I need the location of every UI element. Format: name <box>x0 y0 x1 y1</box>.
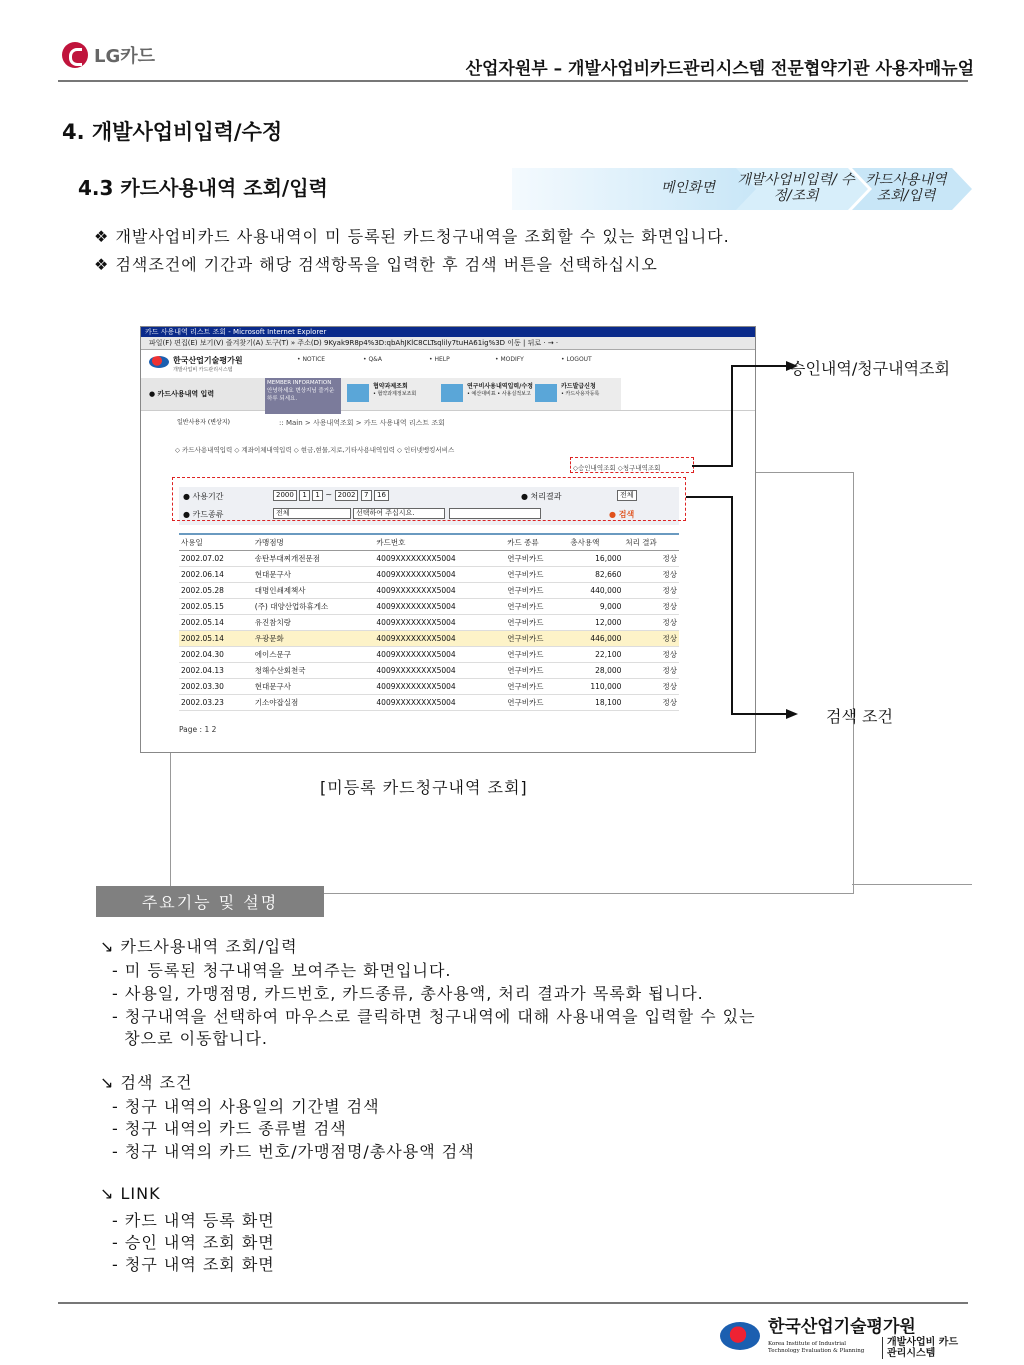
list-item: - 청구 내역의 카드 번호/가맹점명/총사용액 검색 <box>112 1142 475 1161</box>
footer-org: 한국산업기술평가원 <box>768 1317 916 1337</box>
left-menu-title: ● 카드사용내역 입력 <box>141 378 271 410</box>
table-cell: 4009XXXXXXXX5004 <box>374 631 505 647</box>
breadcrumb-item-main: 메인화면 <box>660 180 716 196</box>
footer-system: 개발사업비 카드관리시스템 <box>882 1337 967 1359</box>
from-day-select[interactable]: 1 <box>312 490 322 501</box>
table-cell: 18,100 <box>568 695 623 711</box>
table-cell: 2002.05.28 <box>179 583 253 599</box>
table-cell: 4009XXXXXXXX5004 <box>374 647 505 663</box>
table-cell: 정상 <box>623 583 679 599</box>
list-item: - 청구 내역의 카드 종류별 검색 <box>112 1119 347 1138</box>
table-cell: 4009XXXXXXXX5004 <box>374 567 505 583</box>
section-title-link: ↘ LINK <box>100 1184 161 1203</box>
list-item: - 청구 내역의 사용일의 기간별 검색 <box>112 1097 380 1116</box>
table-cell: 2002.05.15 <box>179 599 253 615</box>
quick-menu-card[interactable]: 카드발급신청 <box>561 383 596 390</box>
to-day-select[interactable]: 16 <box>374 490 389 501</box>
table-cell: 연구비카드 <box>505 599 568 615</box>
menu-tabs[interactable]: ◇ 카드사용내역입력 ◇ 계좌이체내역입력 ◇ 현금,현물,지로,기타사용내역입력 ◇ 인터넷뱅킹서비스 <box>175 446 455 454</box>
breadcrumb-item-card-usage: 카드사용내역 조회/입력 <box>865 172 947 204</box>
table-cell: 16,000 <box>568 551 623 567</box>
member-info: MEMBER INFORMATION 안녕하세요 변상지님 즐거운하루 되세요. <box>265 378 341 414</box>
table-cell: 2002.05.14 <box>179 615 253 631</box>
list-item: - 사용일, 가맹점명, 카드번호, 카드종류, 총사용액, 처리 결과가 목록화 됩니다. <box>112 984 704 1003</box>
site-name: 한국산업기술평가원 <box>173 356 243 365</box>
window-title: 카드 사용내역 리스트 조회 - Microsoft Internet Explorer <box>141 327 755 337</box>
column-header: 카드번호 <box>374 534 505 551</box>
table-cell: 110,000 <box>568 679 623 695</box>
table-cell: 2002.03.23 <box>179 695 253 711</box>
table-cell: 정상 <box>623 631 679 647</box>
table-cell: 82,660 <box>568 567 623 583</box>
table-cell: 연구비카드 <box>505 615 568 631</box>
table-cell: 연구비카드 <box>505 647 568 663</box>
notice-link[interactable]: • NOTICE <box>297 356 326 363</box>
table-cell: 연구비카드 <box>505 631 568 647</box>
to-month-select[interactable]: 7 <box>361 490 371 501</box>
table-cell: 정상 <box>623 663 679 679</box>
table-cell: 정상 <box>623 551 679 567</box>
table-cell: 4009XXXXXXXX5004 <box>374 615 505 631</box>
logo-text: LG카드 <box>94 46 156 67</box>
table-cell: 정상 <box>623 647 679 663</box>
table-cell: 4009XXXXXXXX5004 <box>374 695 505 711</box>
table-cell: 2002.06.14 <box>179 567 253 583</box>
list-item: - 청구 내역 조회 화면 <box>112 1255 275 1274</box>
bullet-1: ❖ 개발사업비카드 사용내역이 미 등록된 카드청구내역을 조회할 수 있는 화면입니다. <box>94 227 730 246</box>
qna-link[interactable]: • Q&A <box>363 356 382 363</box>
footer-divider <box>58 1302 968 1304</box>
table-cell: 연구비카드 <box>505 567 568 583</box>
table-cell: 대명인쇄제책사 <box>253 583 375 599</box>
to-year-select[interactable]: 2002 <box>335 490 359 501</box>
figure-caption: [미등록 카드청구내역 조회] <box>320 778 528 797</box>
quick-menu-project-sub[interactable]: • 협약과제정보조회 <box>373 391 417 397</box>
column-header: 가맹점명 <box>253 534 375 551</box>
table-cell: 연구비카드 <box>505 695 568 711</box>
table-cell: 12,000 <box>568 615 623 631</box>
list-item: - 카드 내역 등록 화면 <box>112 1211 275 1230</box>
document-title: 산업자원부 – 개발사업비카드관리시스템 전문협약기관 사용자매뉴얼 <box>465 59 974 79</box>
table-cell: 연구비카드 <box>505 679 568 695</box>
table-cell: 4009XXXXXXXX5004 <box>374 599 505 615</box>
quick-menu-usage-sub[interactable]: • 예산대비표 • 사용실적보고 <box>467 391 531 397</box>
table-cell: 에이스문구 <box>253 647 375 663</box>
table-cell: 청해수산회천국 <box>253 663 375 679</box>
list-item: - 승인 내역 조회 화면 <box>112 1233 275 1252</box>
card-type-label: ● 카드종류 <box>183 510 224 519</box>
table-cell: 유진참치랑 <box>253 615 375 631</box>
table-cell: 정상 <box>623 615 679 631</box>
modify-link[interactable]: • MODIFY <box>495 356 524 363</box>
section-heading: 4. 개발사업비입력/수정 <box>62 120 283 144</box>
from-month-select[interactable]: 1 <box>299 490 309 501</box>
from-year-select[interactable]: 2000 <box>273 490 297 501</box>
table-cell: 9,000 <box>568 599 623 615</box>
footer-org-en: Korea Institute of Industrial Technology Evaluation & Planning <box>768 1341 865 1354</box>
table-cell: 기소야잡실점 <box>253 695 375 711</box>
section-title-search: ↘ 검색 조건 <box>100 1073 193 1092</box>
table-cell: 22,100 <box>568 647 623 663</box>
table-cell: 28,000 <box>568 663 623 679</box>
card-type-select[interactable]: 전체 <box>273 508 351 519</box>
table-cell: 연구비카드 <box>505 551 568 567</box>
column-header: 사용일 <box>179 534 253 551</box>
list-item: - 청구내역을 선택하여 마우스로 클릭하면 청구내역에 대해 사용내역을 입력할 수 있는 <box>112 1007 756 1026</box>
table-cell: 440,000 <box>568 583 623 599</box>
table-cell: 정상 <box>623 599 679 615</box>
table-cell: 4009XXXXXXXX5004 <box>374 551 505 567</box>
table-cell: 2002.04.30 <box>179 647 253 663</box>
callout-approval: 승인내역/청구내역조회 <box>790 359 950 378</box>
table-cell: 정상 <box>623 679 679 695</box>
table-cell: 현대문구사 <box>253 679 375 695</box>
site-sub: 개발사업비 카드관리시스템 <box>173 367 233 373</box>
table-cell: 연구비카드 <box>505 583 568 599</box>
table-cell: 정상 <box>623 567 679 583</box>
callout-search: 검색 조건 <box>826 707 893 726</box>
quick-menu-card-sub[interactable]: • 카드사용자등록 <box>561 391 600 397</box>
breadcrumb-item-expense: 개발사업비입력/ 수정/조회 <box>737 172 855 204</box>
logout-link[interactable]: • LOGOUT <box>561 356 592 363</box>
search-button[interactable]: ● 검색 <box>609 510 635 519</box>
table-cell: 연구비카드 <box>505 663 568 679</box>
table-cell: 446,000 <box>568 631 623 647</box>
table-cell: 4009XXXXXXXX5004 <box>374 679 505 695</box>
column-header: 총사용액 <box>568 534 623 551</box>
help-link[interactable]: • HELP <box>429 356 450 363</box>
table-cell: 2002.04.13 <box>179 663 253 679</box>
table-cell: 우광문화 <box>253 631 375 647</box>
bullet-2: ❖ 검색조건에 기간과 해당 검색항목을 입력한 후 검색 버튼을 선택하십시오 <box>94 255 658 274</box>
date-range: 2000 1 1 ~ 2002 7 16 <box>273 490 389 501</box>
search-field-select[interactable]: 선택하여 주십시요. <box>353 508 445 519</box>
footer-logo <box>720 1312 967 1359</box>
main-features-tag: 주요기능 및 설명 <box>96 886 324 917</box>
location-path: :: Main > 사용내역조회 > 카드 사용내역 리스트 조회 <box>279 419 445 427</box>
browser-menu[interactable]: 파일(F) 편집(E) 보기(V) 즐겨찾기(A) 도구(T) » 주소(D) 9Kyak9R8p4%3D:qbAhJKlC8CLTsqlily7tuHA61ig%3D 이동 | 뒤로 · → · <box>141 337 755 350</box>
period-label: ● 사용기간 <box>183 492 224 501</box>
table-cell: 2002.03.30 <box>179 679 253 695</box>
pagination[interactable]: Page : 1 2 <box>179 725 217 734</box>
column-header: 처리 결과 <box>623 534 679 551</box>
approval-claim-links[interactable]: ◇승인내역조회 ◇청구내역조회 <box>573 464 661 472</box>
list-item: 창으로 이동합니다. <box>112 1029 268 1048</box>
table-cell: 정상 <box>623 695 679 711</box>
table-cell: 2002.05.14 <box>179 631 253 647</box>
table-cell: 현대문구사 <box>253 567 375 583</box>
subsection-heading: 4.3 카드사용내역 조회/입력 <box>78 176 328 200</box>
table-cell: 4009XXXXXXXX5004 <box>374 583 505 599</box>
table-cell: 송탄부대찌개전문점 <box>253 551 375 567</box>
quick-menu-project[interactable]: 협약과제조회 <box>373 383 408 390</box>
table-cell: 4009XXXXXXXX5004 <box>374 663 505 679</box>
result-label: ● 처리결과 <box>521 492 562 501</box>
list-item: - 미 등록된 청구내역을 보여주는 화면입니다. <box>112 961 452 980</box>
kitech-footer-icon <box>720 1322 760 1350</box>
table-cell: (주) 대양산업하휴게소 <box>253 599 375 615</box>
quick-menu-usage[interactable]: 연구비사용내역입력/수정 <box>467 383 533 390</box>
table-cell: 2002.07.02 <box>179 551 253 567</box>
user-label: 일반사용자 (변상지) <box>177 419 230 426</box>
section-title-card: ↘ 카드사용내역 조회/입력 <box>100 937 298 956</box>
result-select[interactable]: 전체 <box>617 490 637 501</box>
column-header: 카드 종류 <box>505 534 568 551</box>
